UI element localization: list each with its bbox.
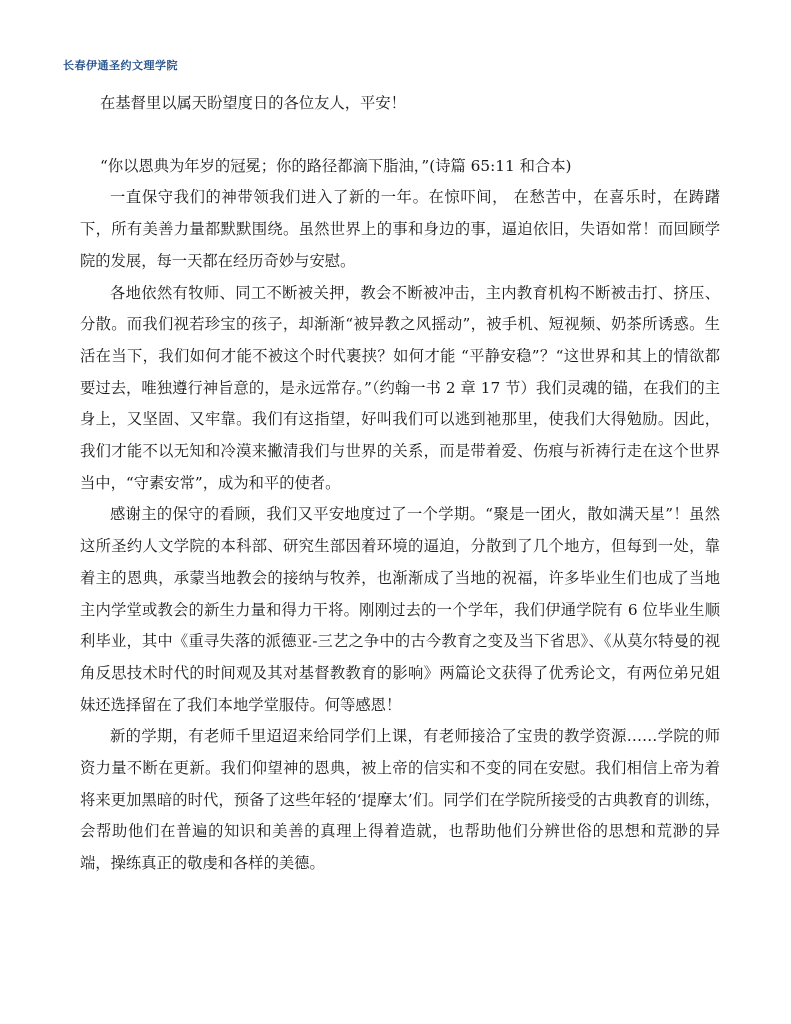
paragraph-new-semester: 新的学期，有老师千里迢迢来给同学们上课，有老师接洽了宝贵的教学资源……学院的师资力量不断在更新。我们仰望神的恩典，被上帝的信实和不变的同在安慰。我们相信上帝为着将来更加黑暗的时代，预备了这些年轻的‘提摩太’们。同学们在学院所接受的古典教育的训练，会帮助他们在普遍的知识和美善的真理上得着造就，也帮助他们分辨世俗的思想和荒渺的异端，操练真正的敬虔和各样的美德。: [80, 727, 720, 873]
paragraph-semester: 感谢主的保守的看顾，我们又平安地度过了一个学期。“聚是一团火，散如满天星”！虽然这所圣约人文学院的本科部、研究生部因着环境的逼迫，分散到了几个地方，但每到一处，靠着主的恩典，承蒙当地教会的接纳与牧养，也渐渐成了当地的祝福，许多毕业生们也成了当地主内学堂或教会的新生力量和得力干将。刚刚过去的一个学年，我们伊通学院有 6 位毕业生顺利毕业，其中《重寻失落的派德亚-三艺之争中的古今教育之变及当下省思》、《从莫尔特曼的视角反思技术时代的时间观及其对基督教教育的影响》两篇论文获得了优秀论文，有两位弟兄姐妹还选择留在了我们本地学堂服侍。何等感恩！: [80, 505, 720, 714]
letter-body: [80, 88, 720, 880]
paragraph-new-year: 一直保守我们的神带领我们进入了新的一年。在惊吓间， 在愁苦中，在喜乐时，在踌躇下，所有美善力量都默默围绕。虽然世界上的事和身边的事，逼迫依旧，失语如常！而回顾学院的发展，每一天都在经历奇妙与安慰。: [80, 188, 720, 270]
letter-greeting: 在基督里以属天盼望度日的各位友人，平安！: [100, 94, 406, 112]
paragraph-persecution: 各地依然有牧师、同工不断被关押，教会不断被冲击，主内教育机构不断被击打、挤压、分散。而我们视若珍宝的孩子，却渐渐“被异教之风摇动”，被手机、短视频、奶茶所诱惑。生活在当下，我们如何才能不被这个时代裹挟？如何才能 “平静安稳”？“这世界和其上的情欲都要过去，唯独遵行神旨意的，是永远常存。”（约翰一书 2 章 17 节）我们灵魂的锚，在我们的主身上，又坚固、又牢靠。我们有这指望，好叫我们可以逃到祂那里，使我们大得勉励。因此，我们才能不以无知和冷漠来撇清我们与世界的关系，而是带着爱、伤痕与祈祷行走在这个世界当中，“守素安常”，成为和平的使者。: [80, 283, 720, 492]
scripture-verse: “你以恩典为年岁的冠冕；你的路径都滴下脂油，”(诗篇 65:11 和合本): [100, 156, 572, 175]
header-institution-name: 长春伊通圣约文理学院: [63, 59, 178, 72]
